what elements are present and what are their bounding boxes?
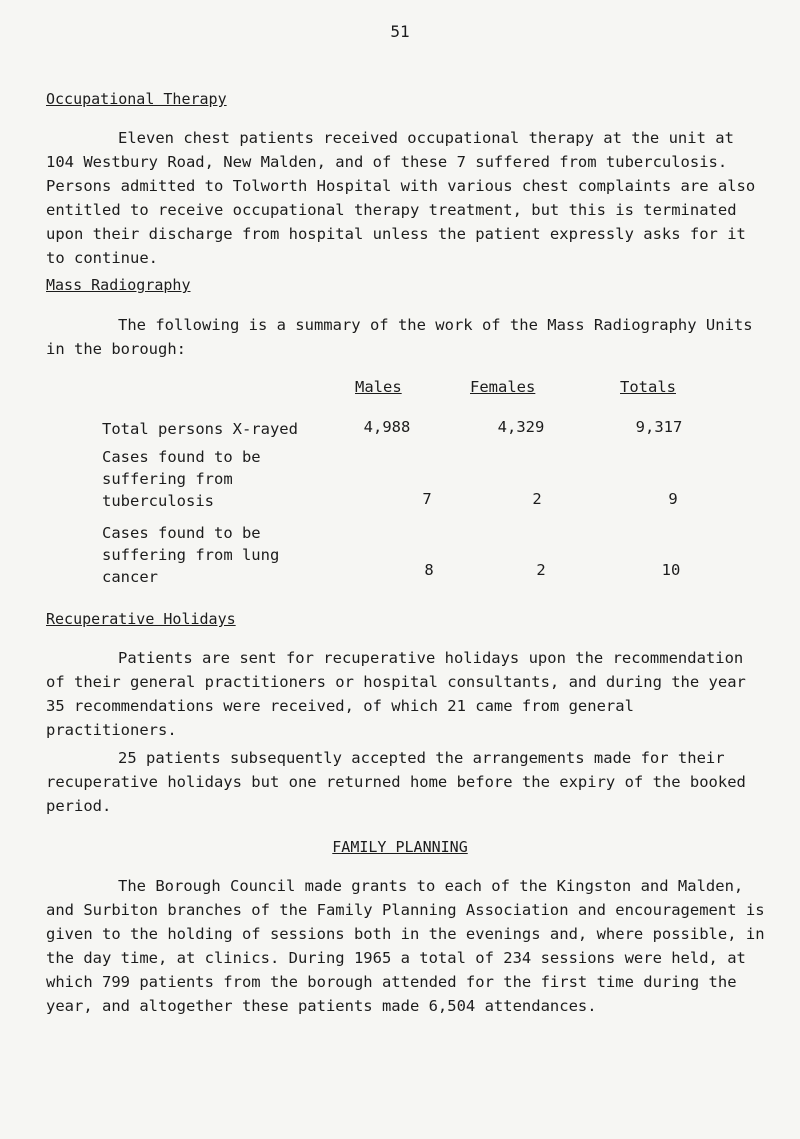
cell-males-tuberculosis: 7: [422, 490, 432, 508]
occupational-therapy-heading: Occupational Therapy: [46, 90, 227, 108]
cell-males-total: 4,988: [363, 418, 411, 436]
radiography-table: [46, 378, 766, 588]
row-label-tuberculosis: Cases found to be suffering from tuberculosis: [102, 448, 261, 510]
recuperative-holidays-para2: 25 patients subsequently accepted the arrangements made for their recuperative holidays but one returned home before the expiry of the booked period.: [46, 749, 746, 815]
cell-females-lung-cancer: 2: [536, 561, 546, 579]
cell-totals-total: 9,317: [635, 418, 683, 436]
family-planning-text: The Borough Council made grants to each of the Kingston and Malden, and Surbiton branches of the Family Planning Association and encouragement is given to the holding of sessions both in the evenings and, where possible, in the day time, at clinics. During 1965 a total of 234 sessions were held, at which 799 patients from the borough attended for the first time during the year, and altogether these patients made 6,504 attendances.: [46, 877, 765, 1015]
col-header-males: Males: [355, 378, 402, 396]
row-label-lung-cancer: Cases found to be suffering from lung cancer: [102, 524, 280, 586]
row-label-total-xrayed: Total persons X-rayed: [102, 420, 298, 438]
col-header-totals: Totals: [620, 378, 676, 396]
page-number: 51: [390, 22, 410, 41]
cell-totals-lung-cancer: 10: [661, 561, 681, 579]
cell-females-tuberculosis: 2: [532, 490, 542, 508]
cell-females-total: 4,329: [497, 418, 545, 436]
occupational-therapy-text: Eleven chest patients received occupational therapy at the unit at 104 Westbury Road, New Malden, and of these 7 suffered from tuberculosis. Persons admitted to Tolworth Hospital with various chest complaints are also entitled to receive occupational therapy treatment, but this is terminated upon their discharge from hospital unless the patient expressly asks for it to continue.: [46, 129, 756, 267]
recuperative-holidays-para1: Patients are sent for recuperative holidays upon the recommendation of their general practitioners or hospital consultants, and during the year 35 recommendations were received, of which 21 came from general practitioners.: [46, 649, 746, 739]
mass-radiography-intro: The following is a summary of the work of the Mass Radiography Units in the borough:: [46, 316, 753, 358]
cell-males-lung-cancer: 8: [424, 561, 434, 579]
cell-totals-tuberculosis: 9: [668, 490, 678, 508]
recuperative-holidays-heading: Recuperative Holidays: [46, 610, 236, 628]
family-planning-heading: FAMILY PLANNING: [332, 838, 468, 856]
mass-radiography-heading: Mass Radiography: [46, 276, 191, 294]
col-header-females: Females: [470, 378, 536, 396]
